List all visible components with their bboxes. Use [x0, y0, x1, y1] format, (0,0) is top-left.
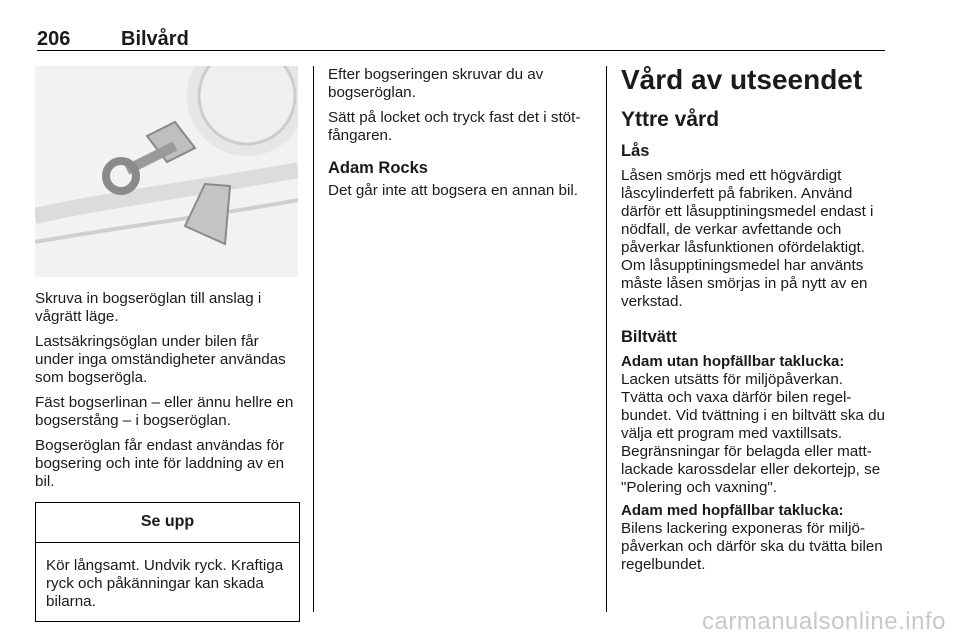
paragraph: Bogseröglan får endast användas för bogsering och inte för laddning av en bil.: [35, 437, 285, 490]
column-left: [35, 66, 300, 622]
locks-heading: Lås: [621, 142, 650, 160]
caution-box: [35, 502, 300, 622]
section-title: Bilvård: [121, 28, 189, 50]
adam-rocks-heading: Adam Rocks: [328, 159, 428, 177]
paragraph: Låsen smörjs med ett högvärdigt låscylinderfett på fabriken. Använd därför ett låsupptiningsmedel endast i nödfall, de verkar avfettande och påverkar låsfunktionen ofördelaktigt. Om låsupptiningsmedel har använts måste låsen smörjas in på nytt av en verkstad.: [621, 167, 874, 310]
page-header: [37, 26, 885, 51]
paragraph: Sätt på locket och tryck fast det i stötfångaren.: [328, 109, 581, 144]
paragraph: Lacken utsätts för miljöpåverkan. Tvätta och vaxa därför bilen regelbundet. Vid tvättning i en biltvätt ska du välja ett program med vaxtillsats. Begränsningar för belagda eller mattlackade karossdelar eller dekortejp, se "Polering och vaxning".: [621, 371, 885, 496]
column-right: [621, 66, 887, 579]
paragraph: Fäst bogserlinan – eller ännu hellre en bogserstång – i bogseröglan.: [35, 394, 294, 429]
caution-title: Se upp: [36, 503, 299, 543]
paragraph: Skruva in bogseröglan till anslag i vågrätt läge.: [35, 290, 262, 325]
paragraph: Bilens lackering exponeras för miljöpåverkan och därför ska du tvätta bilen regelbundet.: [621, 520, 883, 573]
chapter-title: Vård av utseendet: [621, 64, 863, 95]
car-wash-heading: Biltvätt: [621, 328, 677, 346]
paragraph: Lastsäkringsöglan under bilen får under inga omständigheter användas som bogserögla.: [35, 333, 286, 386]
variant-label: Adam med hopfällbar taklucka:: [621, 502, 844, 519]
watermark: carmanualsonline.info: [702, 608, 946, 635]
column-middle: [328, 66, 593, 207]
column-divider: [606, 66, 607, 612]
page-number: 206: [37, 28, 71, 50]
caution-text: Kör långsamt. Undvik ryck. Kraftiga ryck och påkänningar kan skada bilarna.: [46, 557, 284, 610]
paragraph: Efter bogseringen skruvar du av bogseröglan.: [328, 66, 544, 101]
tow-eye-illustration: [35, 66, 298, 277]
variant-label: Adam utan hopfällbar taklucka:: [621, 353, 845, 370]
column-divider: [313, 66, 314, 612]
section-subtitle: Yttre vård: [621, 108, 720, 131]
paragraph: Det går inte att bogsera en annan bil.: [328, 182, 578, 199]
